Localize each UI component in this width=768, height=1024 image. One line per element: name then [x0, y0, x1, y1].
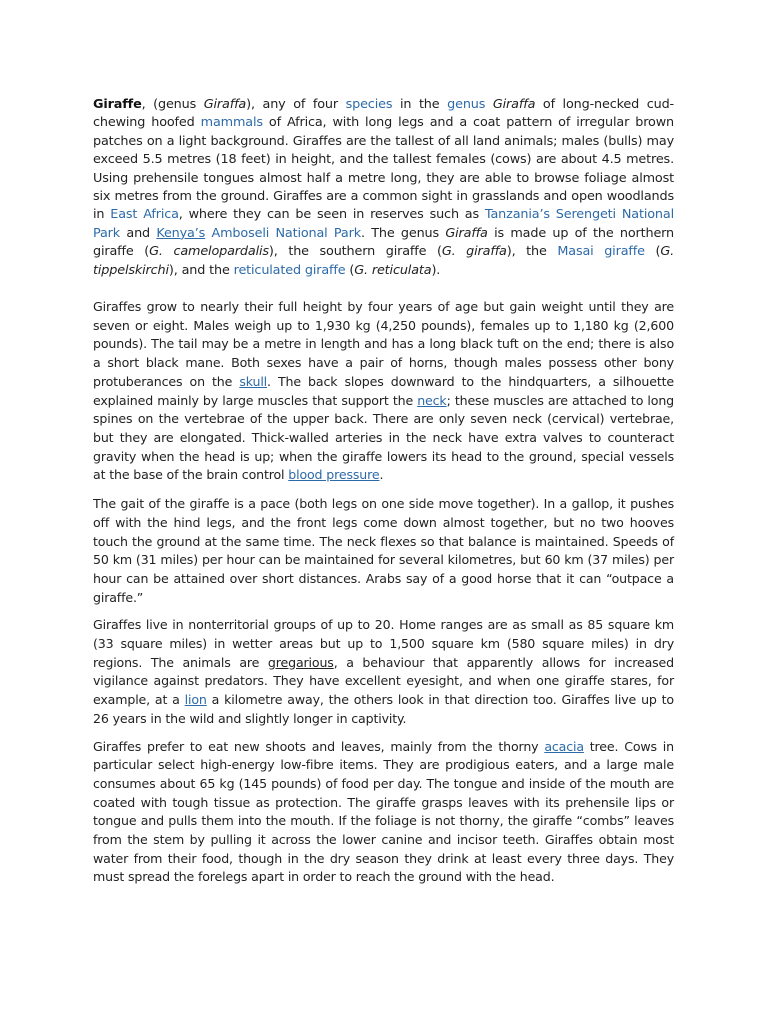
- text-run: ), the: [506, 244, 558, 260]
- text-run: . The back slopes downward to the hindquarters, a silhouette explained mainly by large muscles that support the: [93, 373, 674, 408]
- link-neck[interactable]: neck: [417, 392, 447, 408]
- text-run: (: [345, 262, 355, 278]
- text-run: ), any of four: [246, 97, 346, 112]
- paragraph-social-behaviour: [93, 616, 674, 728]
- text-run: of Africa, with long legs and a coat pattern of irregular brown patches on a light background. Giraffes are the tallest of all land animals; males (bulls) may exceed 5.5 metres (18 feet) in height, and the tallest females (cows) are about 4.5 metres. Using prehensile tongues almost half a metre long, they are able to browse foliage almost six metres from the ground. Giraffes are a common sight in grasslands and open woodlands in: [93, 115, 674, 223]
- text-run: ), and the: [168, 262, 234, 278]
- text-run: [485, 97, 493, 112]
- link-species[interactable]: species: [345, 97, 393, 112]
- text-run: ), the southern giraffe (: [268, 244, 442, 260]
- link-east-africa[interactable]: East Africa: [110, 207, 179, 223]
- text-run: a kilometre away, the others look in that direction too. Giraffes live up to 26 years in the wild and slightly longer in captivity.: [93, 692, 674, 726]
- italic-term: Giraffa: [203, 97, 247, 112]
- text-run: in the: [392, 97, 448, 112]
- text-run: tree. Cows in particular select high-energy low-fibre items. They are prodigious eaters, and a large male consumes about 65 kg (145 pounds) of food per day. The tongue and inside of the mouth are coated with tough tissue as protection. The giraffe grasps leaves with its prehensile lips or tongue and pulls them into the mouth. If the foliage is not thorny, the giraffe “combs” leaves from the stem by pulling it across the lower canine and incisor teeth. Giraffes obtain most water from their food, though in the dry season they drink at least every three days. They must spread the forelegs apart in order to reach the ground with the head.: [93, 738, 674, 885]
- text-run: of long-necked cud-chewing hoofed: [93, 97, 675, 131]
- text-run: is made up of the northern giraffe (: [93, 225, 675, 260]
- link-masai-giraffe[interactable]: Masai giraffe: [557, 244, 645, 260]
- italic-term: G. camelopardalis: [149, 244, 269, 260]
- link-kenyas[interactable]: Kenya’s: [156, 225, 206, 241]
- text-run: and: [120, 225, 157, 241]
- link-genus[interactable]: genus: [447, 97, 486, 112]
- link-lion[interactable]: lion: [184, 692, 207, 708]
- text-run: , where they can be seen in reserves such as: [178, 207, 485, 223]
- link-mammals[interactable]: mammals: [200, 115, 263, 131]
- italic-term: Giraffa: [445, 225, 488, 241]
- link-acacia[interactable]: acacia: [544, 738, 584, 754]
- text-run: , (genus: [141, 97, 204, 112]
- italic-term: G. tippelskirchi: [93, 244, 675, 278]
- paragraph-gait: [93, 495, 674, 607]
- italic-term: Giraffa: [492, 97, 536, 112]
- link-reticulated-giraffe[interactable]: reticulated giraffe: [233, 262, 346, 278]
- paragraph-anatomy: [93, 298, 674, 485]
- text-run: ).: [431, 262, 441, 278]
- text-run: The gait of the giraffe is a pace (both legs on one side move together). In a gallop, it pushes off with the hind legs, and the front legs come down almost together, but no two hooves touch the ground at the same time. The neck flexes so that balance is maintained. Speeds of 50 km (31 miles) per hour can be maintained for several kilometres, but 60 km (37 miles) per hour can be attained over short distances. Arabs say of a good horse that it can “outpace a giraffe.”: [93, 496, 674, 605]
- underlined-term[interactable]: gregarious: [267, 654, 334, 670]
- text-run: .: [379, 467, 384, 483]
- text-run: (: [644, 244, 661, 260]
- text-run: Giraffes live in nonterritorial groups of up to 20. Home ranges are as small as 85 square km (33 square miles) in wetter areas but up to 1,500 square km (580 square miles) in dry regions. The animals are: [93, 617, 674, 670]
- article-page: [93, 96, 674, 887]
- link-blood-pressure[interactable]: blood pressure: [288, 467, 380, 483]
- text-run: Giraffes grow to nearly their full height by four years of age but gain weight until they are seven or eight. Males weigh up to 1,930 kg (4,250 pounds), females up to 1,180 kg (2,600 pounds). The tail may be a metre in length and has a long black tuft on the end; there is also a short black mane. Both sexes have a pair of horns, though males possess other bony protuberances on the: [93, 299, 674, 389]
- link-amboseli-national-park[interactable]: Amboseli National Park: [211, 225, 361, 241]
- link-skull[interactable]: skull: [239, 373, 268, 389]
- paragraph-intro: [93, 96, 674, 280]
- text-run: , a behaviour that apparently allows for increased vigilance against predators. They have excellent eyesight, and when one giraffe stares, for example, at a: [93, 654, 674, 708]
- paragraph-diet: [93, 738, 674, 888]
- italic-term: G. reticulata: [354, 262, 432, 278]
- text-run: Giraffes prefer to eat new shoots and leaves, mainly from the thorny: [93, 738, 545, 754]
- text-run: . The genus: [360, 225, 446, 241]
- article-title-term: Giraffe: [93, 97, 142, 112]
- italic-term: G. giraffa: [441, 244, 507, 260]
- link-tanzanias-serengeti-national-park[interactable]: Tanzania’s Serengeti National Park: [93, 207, 674, 241]
- text-run: ; these muscles are attached to long spines on the vertebrae of the upper back. There are only seven neck (cervical) vertebrae, but they are elongated. Thick-walled arteries in the neck have extra valves to counteract gravity when the head is up; when the giraffe lowers its head to the ground, special vessels at the base of the brain control: [93, 392, 674, 483]
